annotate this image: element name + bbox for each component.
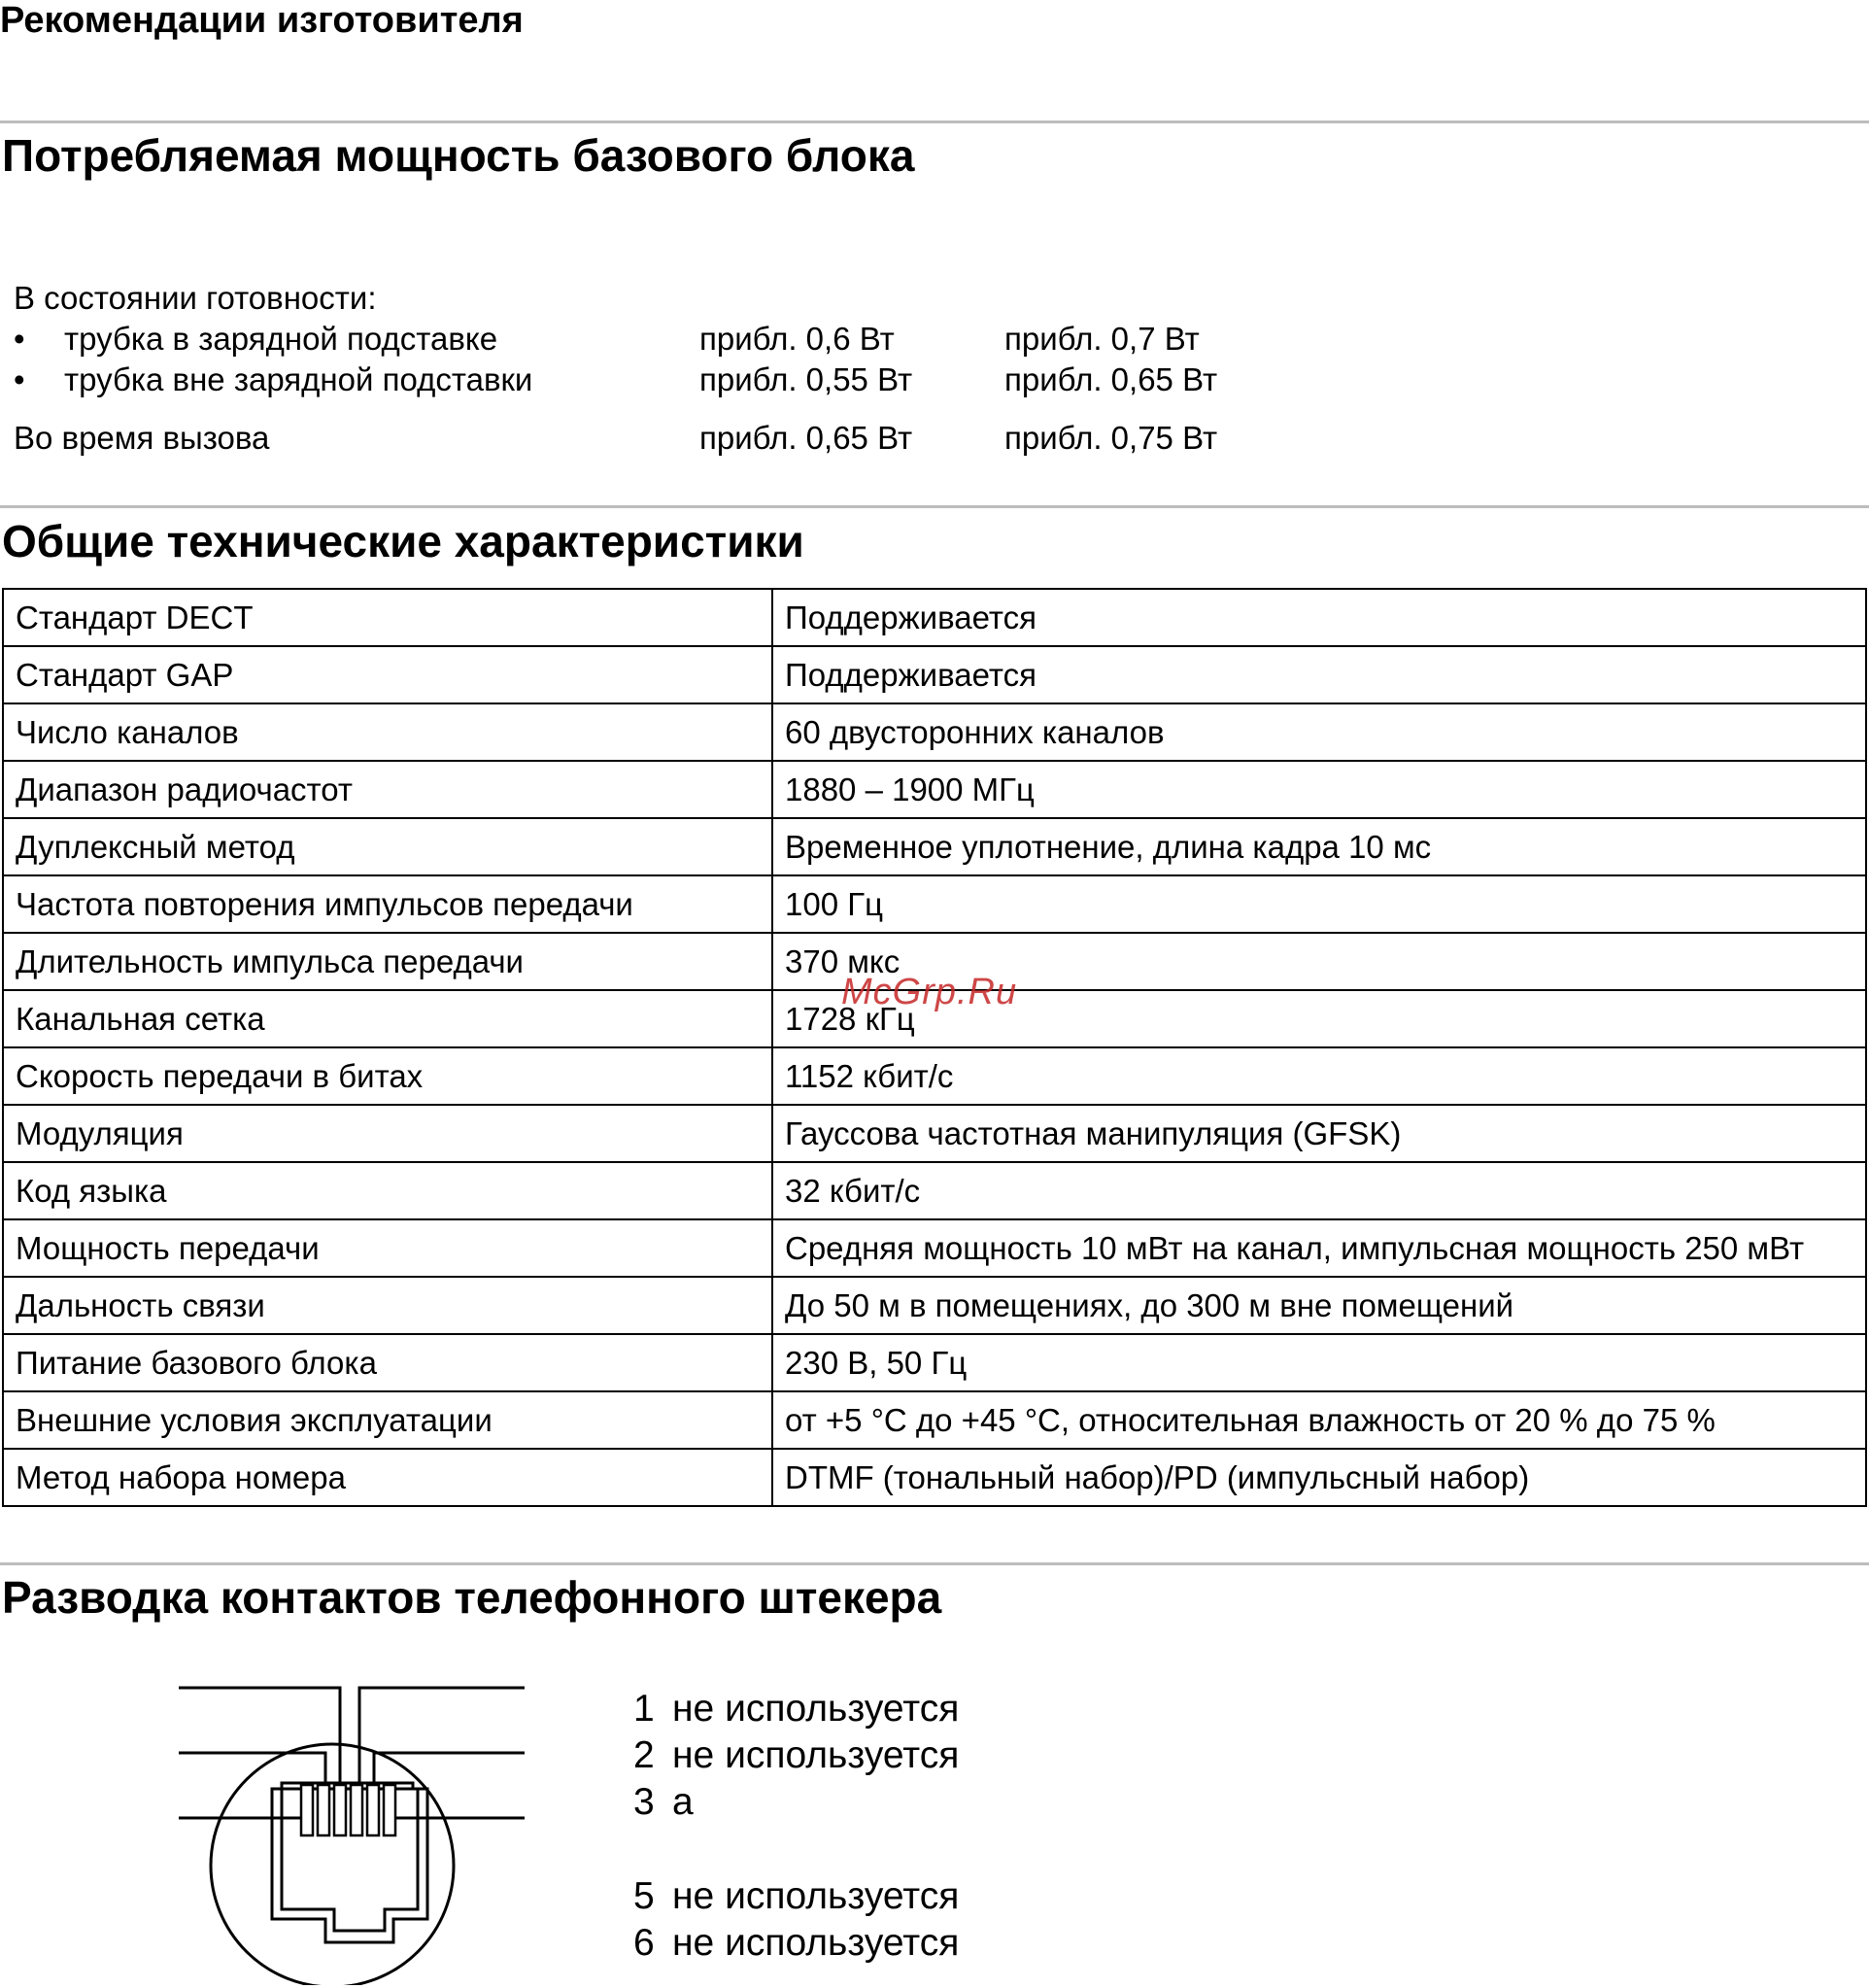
call-value-1: прибл. 0,65 Вт (699, 420, 913, 456)
spec-value: от +5 °C до +45 °C, относительная влажность от 20 % до 75 % (772, 1391, 1866, 1449)
power-row-label: трубка вне зарядной подставки (64, 361, 533, 397)
spec-value: До 50 м в помещениях, до 300 м вне помещений (772, 1277, 1866, 1334)
list-item (633, 1779, 959, 1826)
spec-param: Стандарт GAP (3, 646, 772, 703)
spec-value: Средняя мощность 10 мВт на канал, импульсная мощность 250 мВт (772, 1219, 1866, 1277)
pin-description: не используется (672, 1922, 960, 1964)
list-item (633, 1732, 959, 1779)
spec-value: Временное уплотнение, длина кадра 10 мс (772, 818, 1866, 875)
spec-param: Канальная сетка (3, 990, 772, 1047)
standby-label: В состоянии готовности: (14, 280, 377, 316)
table-row (3, 818, 1866, 875)
table-row (3, 1391, 1866, 1449)
spec-param: Питание базового блока (3, 1334, 772, 1391)
watermark: McGrp.Ru (841, 972, 1018, 1012)
pin-gap (633, 1826, 959, 1873)
power-row-label: трубка в зарядной подставке (64, 321, 498, 357)
bullet: • (14, 321, 25, 357)
spec-param: Внешние условия эксплуатации (3, 1391, 772, 1449)
spec-param: Дуплексный метод (3, 818, 772, 875)
spec-value: 1728 кГц (772, 990, 1866, 1047)
divider (0, 1562, 1869, 1565)
spec-param: Длительность импульса передачи (3, 933, 772, 990)
table-row (3, 589, 1866, 646)
list-item (633, 1873, 959, 1920)
spec-value: 32 кбит/с (772, 1162, 1866, 1219)
pin-description: не используется (672, 1688, 960, 1730)
plug-contacts (301, 1785, 395, 1835)
power-section-title: Потребляемая мощность базового блока (2, 130, 915, 181)
table-row (3, 1449, 1866, 1506)
spec-param: Стандарт DECT (3, 589, 772, 646)
spec-value: 60 двусторонних каналов (772, 703, 1866, 761)
spec-value: 370 мкс (772, 933, 1866, 990)
table-row (3, 1162, 1866, 1219)
specs-section-title: Общие технические характеристики (2, 516, 804, 566)
table-row (3, 1105, 1866, 1162)
spec-value: Поддерживается (772, 589, 1866, 646)
spec-param: Диапазон радиочастот (3, 761, 772, 818)
spec-param: Модуляция (3, 1105, 772, 1162)
table-row (3, 761, 1866, 818)
divider (0, 505, 1869, 508)
power-value-2: прибл. 0,7 Вт (1004, 321, 1200, 357)
phone-plug-diagram (165, 1676, 554, 1985)
power-value-1: прибл. 0,55 Вт (699, 361, 913, 397)
spec-value: Поддерживается (772, 646, 1866, 703)
spec-param: Метод набора номера (3, 1449, 772, 1506)
power-value-1: прибл. 0,6 Вт (699, 321, 895, 357)
spec-value: 230 В, 50 Гц (772, 1334, 1866, 1391)
spec-param: Число каналов (3, 703, 772, 761)
table-row (3, 875, 1866, 933)
call-value-2: прибл. 0,75 Вт (1004, 420, 1218, 456)
list-item (633, 1920, 959, 1967)
pin-number: 1 (633, 1688, 655, 1730)
pin-number: 2 (633, 1734, 655, 1776)
call-label: Во время вызова (14, 420, 270, 456)
pin-number: 6 (633, 1922, 655, 1964)
table-row (3, 703, 1866, 761)
spec-value: 1152 кбит/с (772, 1047, 1866, 1105)
spec-param: Частота повторения импульсов передачи (3, 875, 772, 933)
table-row (3, 1219, 1866, 1277)
pin-assignment-list (633, 1686, 959, 1967)
page-header: Рекомендации изготовителя (0, 0, 524, 41)
spec-param: Мощность передачи (3, 1219, 772, 1277)
pin-description: a (672, 1781, 694, 1823)
table-row (3, 1277, 1866, 1334)
power-value-2: прибл. 0,65 Вт (1004, 361, 1218, 397)
specs-table (2, 588, 1867, 1507)
list-item (633, 1686, 959, 1732)
pin-number: 3 (633, 1781, 655, 1823)
spec-value: DTMF (тональный набор)/PD (импульсный набор) (772, 1449, 1866, 1506)
spec-param: Скорость передачи в битах (3, 1047, 772, 1105)
wires-top (179, 1688, 525, 1789)
spec-value: 100 Гц (772, 875, 1866, 933)
spec-value: Гауссова частотная манипуляция (GFSK) (772, 1105, 1866, 1162)
plug-section-title: Разводка контактов телефонного штекера (2, 1572, 942, 1623)
table-row (3, 1334, 1866, 1391)
divider (0, 120, 1869, 123)
spec-param: Код языка (3, 1162, 772, 1219)
pin-description: не используется (672, 1875, 960, 1917)
table-row (3, 1047, 1866, 1105)
table-row (3, 646, 1866, 703)
pin-number: 5 (633, 1875, 655, 1917)
bullet: • (14, 361, 25, 397)
spec-value: 1880 – 1900 МГц (772, 761, 1866, 818)
spec-param: Дальность связи (3, 1277, 772, 1334)
pin-description: не используется (672, 1734, 960, 1776)
